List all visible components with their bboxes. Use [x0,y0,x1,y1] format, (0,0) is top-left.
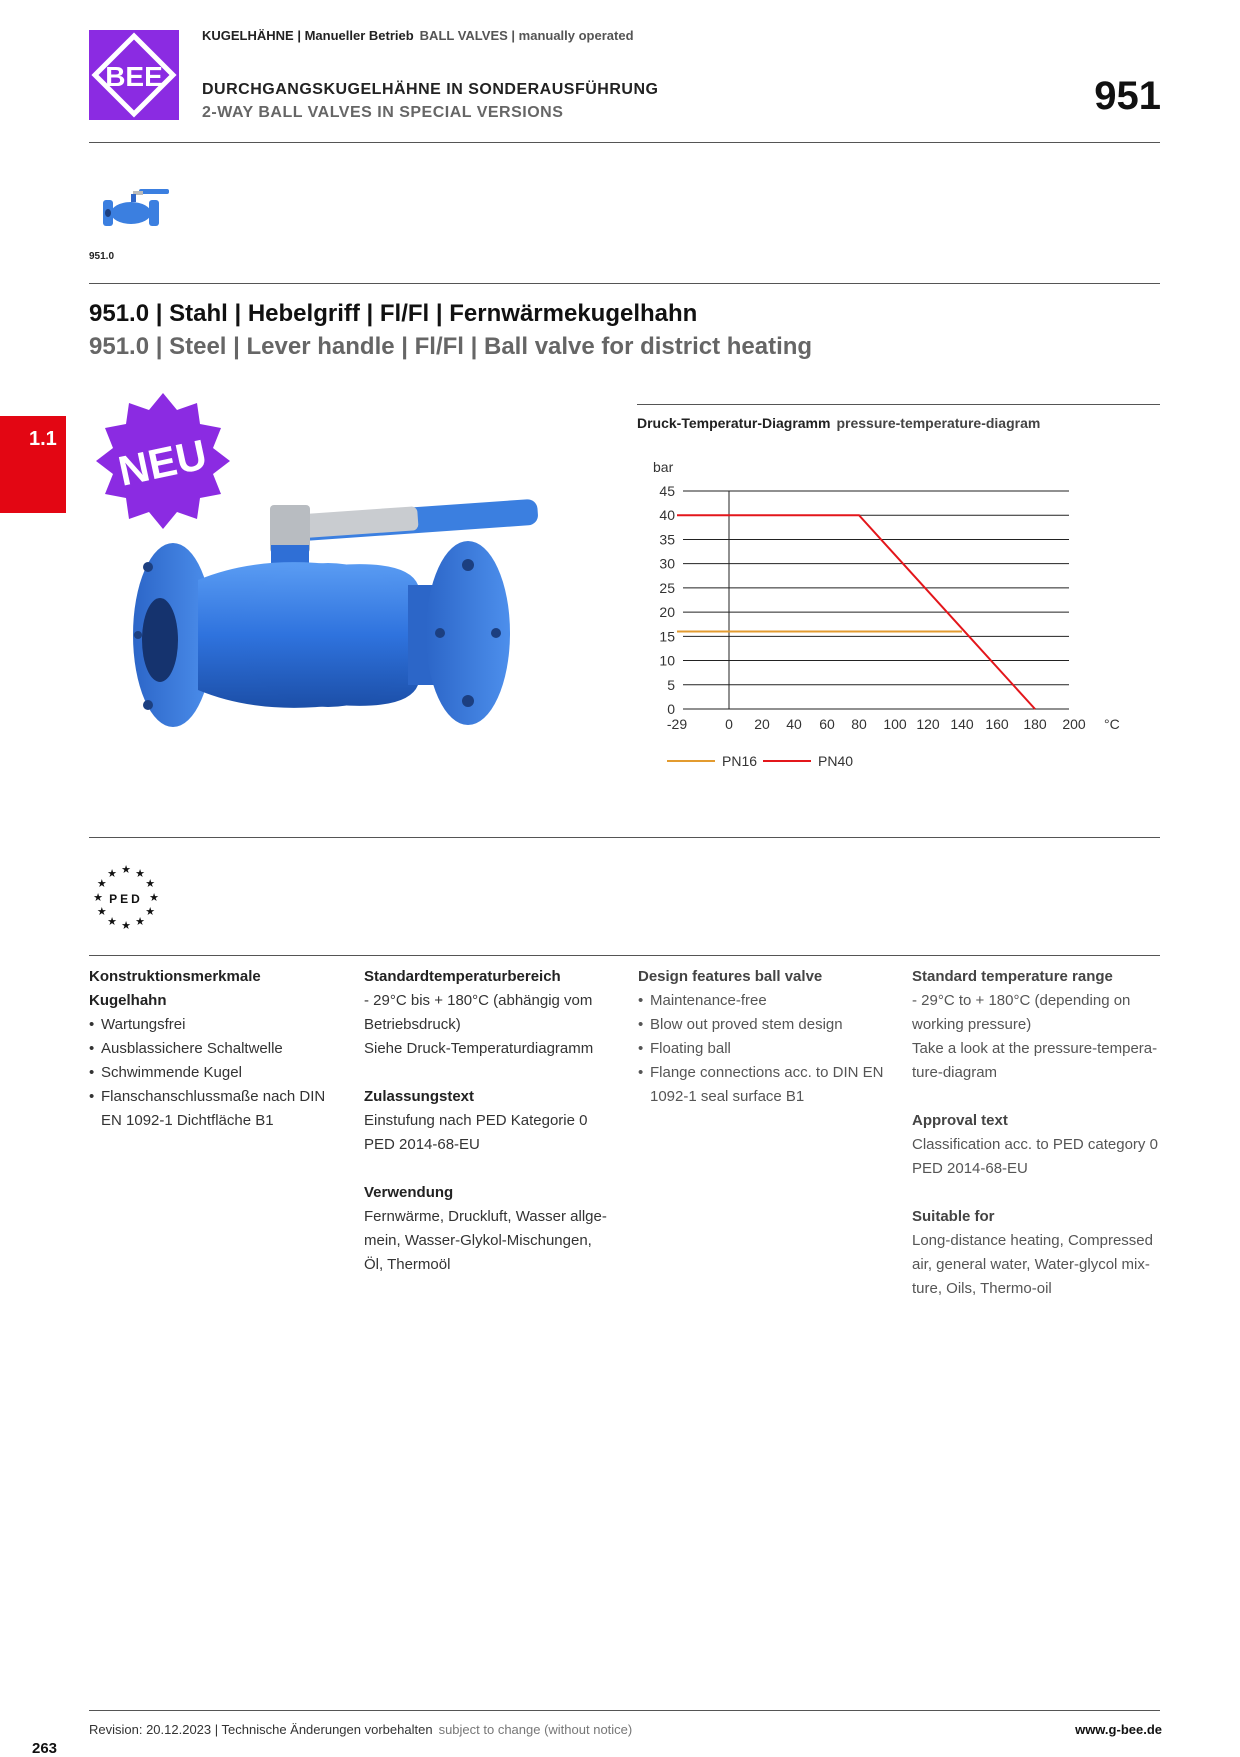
x-tick-label: 60 [819,716,835,732]
feature-list [638,989,888,1109]
chart-divider [637,404,1160,405]
x-tick-label: 160 [985,716,1009,732]
x-tick-label: 120 [916,716,940,732]
x-tick-label: 40 [786,716,802,732]
ped-star-icon: ★ [96,877,107,890]
mid-divider [89,837,1160,838]
x-tick-label: 180 [1023,716,1047,732]
chart-title-de: Druck-Temperatur-Diagramm [637,415,831,431]
x-tick-label: 140 [950,716,974,732]
new-badge-text: NEU [114,430,211,495]
page-number: 263 [32,1740,58,1757]
ped-star-icon: ★ [121,863,131,876]
section-divider [89,283,1160,284]
text-line: Long-distance heating, Compressed air, general water, Water-glycol mix-ture, Oils, Thermo-oil [912,1232,1153,1297]
ped-star-icon: ★ [107,915,117,929]
header-title-en: 2-WAY BALL VALVES IN SPECIAL VERSIONS [202,104,564,121]
list-item: • Wartungsfrei [89,1013,339,1037]
ped-star-icon: ★ [145,905,156,918]
ped-star-icon: ★ [135,915,145,929]
revision-note [89,1722,632,1737]
y-tick-label: 20 [659,604,675,621]
legend-label: PN40 [818,753,854,769]
y-tick-label: 5 [667,676,675,693]
list-item: • Blow out proved stem design [638,1013,888,1037]
product-title-en: 951.0 | Steel | Lever handle | Fl/Fl | Ball valve for district heating [89,333,813,360]
y-tick-label: 35 [659,531,675,548]
chapter-tab[interactable] [0,416,66,513]
column-1 [89,965,339,1133]
ped-star-icon: ★ [121,919,131,932]
chapter-tab-label: 1.1 [29,428,57,450]
chart-title-en: pressure-temperature-diagram [836,415,1041,431]
new-badge [96,393,230,529]
x-unit-label: °C [1104,716,1120,732]
footer-divider [89,1710,1160,1711]
column-heading: Suitable for [912,1208,995,1225]
ped-star-icon: ★ [149,891,159,904]
column-heading: Design features ball valve [638,968,823,985]
column-2 [364,965,614,1277]
column-heading: Standard temperature range [912,968,1113,985]
columns-divider [89,955,1160,956]
category-en: BALL VALVES | manually operated [419,28,634,43]
y-axis-label: bar [653,459,674,475]
text-line: Take a look at the pressure-tempera-ture-diagram [912,1040,1158,1081]
category-de: KUGELHÄHNE | Manueller Betrieb [202,28,414,43]
legend-label: PN16 [722,753,758,769]
chart-svg [637,448,1177,778]
ped-star-icon: ★ [107,866,117,880]
ped-star-icon: ★ [145,877,156,890]
list-item: • Floating ball [638,1037,888,1061]
y-tick-label: 25 [659,579,675,596]
x-tick-label: 20 [754,716,770,732]
revision-en: subject to change (without notice) [438,1722,633,1737]
list-item: • Schwimmende Kugel [89,1061,339,1085]
ped-text: PED [109,892,143,906]
product-thumbnail[interactable] [99,188,175,228]
category-line [202,28,634,43]
x-tick-label: 200 [1062,716,1086,732]
x-tick-label: -29 [666,716,688,732]
product-image [88,385,628,785]
y-tick-label: 15 [659,628,675,645]
x-tick-label: 100 [883,716,907,732]
y-tick-label: 40 [659,507,675,524]
ped-star-icon: ★ [96,905,107,918]
text-line: - 29°C to + 180°C (depending on working pressure) [912,992,1131,1033]
website-link[interactable]: www.g-bee.de [1075,1722,1162,1737]
series-number: 951 [1094,74,1161,118]
y-tick-label: 0 [667,701,675,717]
column-4 [912,965,1162,1301]
x-tick-label: 80 [851,716,867,732]
ped-star-icon: ★ [93,891,103,904]
column-heading: Zulassungstext [364,1088,475,1105]
y-tick-label: 10 [659,652,675,669]
feature-list [89,1013,339,1133]
text-line: Classification acc. to PED category 0 PED 2014-68-EU [912,1136,1158,1177]
text-line: Siehe Druck-Temperaturdiagramm [364,1040,594,1057]
logo-text: BEE [105,61,163,92]
column-heading: Konstruktionsmerkmale Kugelhahn [89,968,261,1009]
product-title-de: 951.0 | Stahl | Hebelgriff | Fl/Fl | Fernwärmekugelhahn [89,300,698,327]
pressure-temperature-chart [637,448,1177,778]
list-item: • Ausblassichere Schaltwelle [89,1037,339,1061]
list-item: • Flange connections acc. to DIN EN 1092-1 seal surface B1 [638,1061,888,1109]
revision-de: Revision: 20.12.2023 | Technische Änderungen vorbehalten [89,1722,433,1737]
text-line: Fernwärme, Druckluft, Wasser allge-mein, Wasser-Glykol-Mischungen, Öl, Thermoöl [364,1208,607,1273]
header-title-de: DURCHGANGSKUGELHÄHNE IN SONDERAUSFÜHRUNG [202,81,659,98]
chart-title [637,415,1040,431]
ped-mark [88,859,164,935]
column-3 [638,965,888,1109]
header-divider [89,142,1160,143]
y-tick-label: 30 [659,555,675,572]
text-line: - 29°C bis + 180°C (abhängig vom Betriebsdruck) [364,992,593,1033]
text-line: Einstufung nach PED Kategorie 0 PED 2014-68-EU [364,1112,588,1153]
ped-star-icon: ★ [135,866,145,880]
list-item: • Maintenance-free [638,989,888,1013]
column-heading: Standardtemperaturbereich [364,968,561,985]
x-tick-label: 0 [725,716,733,732]
list-item: • Flanschanschlussmaße nach DIN EN 1092-1 Dichtfläche B1 [89,1085,339,1133]
column-heading: Verwendung [364,1184,454,1201]
y-tick-label: 45 [659,483,675,499]
bee-logo [89,30,179,120]
thumbnail-label: 951.0 [89,251,115,262]
column-heading: Approval text [912,1112,1008,1129]
